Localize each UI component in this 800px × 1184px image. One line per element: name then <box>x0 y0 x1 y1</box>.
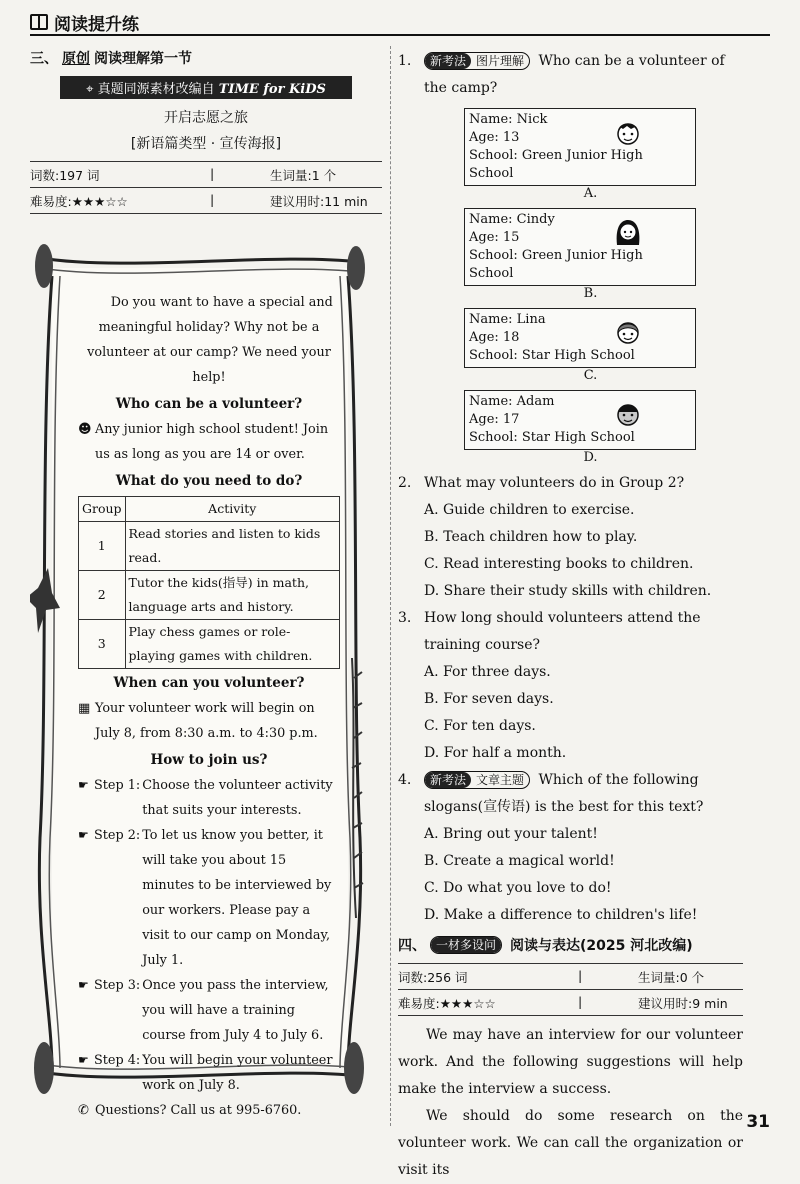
option: B. Create a magical world! <box>424 853 615 869</box>
question-3: 3. How long should volunteers attend the training course? A. For three days. B. For seven days. C. For ten days. D. For half a month. <box>398 605 743 767</box>
boy-face-icon <box>613 399 643 429</box>
option: A. For three days. <box>424 664 551 680</box>
heading-who: Who can be a volunteer? <box>115 396 303 412</box>
step-3: ☛ Step 3: Once you pass the interview, you will have a training course from July 4 to July 6. <box>78 973 340 1048</box>
right-column: 1. 新考法 图片理解 Who can be a volunteer of the camp? Name: Nick Age: 13 School: Green Junior High School A. Name: Cindy Age: 15 School: Green Junior High School B. Name: Lina Age: 18 School: Star High School C. Name: Adam Age: 17 School: Star High School D. 2. What may volunteers do in Group 2? A. Guide children to exercise. B. Teach children how to play. C. Read interesting books to children. D. Share their study skills with children. 3. How long should volunteers attend the training course? A. For three days. B. For seven days. C. For ten days. D. For half a month. 4. 新考法 文章主题 Which of the following slogans(宣传语) is the best for this text? A. Bring out your talent! B. Create a magical world! C. Do what you love to do! D. Make a difference to children's life! 四、 一材多设问 阅读与表达(2025 河北改编) 词数:256 词 | 生词量:0 个 难易度:★★★☆☆ | 建议用时:9 min We may have an interview for our volunteer work. And the following suggestions will help make the interview a success. We should do some research on the volunteer work. We can call the organization or visit its <box>398 48 743 1184</box>
option-card-a: Name: Nick Age: 13 School: Green Junior High School <box>464 108 696 186</box>
step-4: ☛ Step 4: You will begin your volunteer work on July 8. <box>78 1048 340 1098</box>
page-number: 31 <box>746 1112 770 1132</box>
multi-question-tag: 一材多设问 <box>430 936 502 954</box>
poster-scroll <box>30 238 366 1118</box>
left-column <box>30 48 382 1118</box>
contact-line: ✆ Questions? Call us at 995-6760. <box>78 1098 340 1123</box>
new-exam-tag: 新考法 图片理解 <box>424 52 530 70</box>
original-tag: 原创 <box>62 51 90 67</box>
option: D. For half a month. <box>424 745 567 761</box>
option: B. For seven days. <box>424 691 554 707</box>
new-exam-tag: 新考法 文章主题 <box>424 771 530 789</box>
table-row: 1 Read stories and listen to kids read. <box>79 522 340 571</box>
table-row: 3 Play chess games or role-playing games with children. <box>79 620 340 669</box>
who-paragraph: ☻ Any junior high school student! Join us as long as you are 14 or over. <box>78 417 340 467</box>
phone-icon: ✆ <box>78 1103 89 1118</box>
option: C. Do what you love to do! <box>424 880 612 896</box>
question-4: 4. 新考法 文章主题 Which of the following slogans(宣传语) is the best for this text? A. Bring out your talent! B. Create a magical world! C. Do what you love to do! D. Make a difference to children's life! <box>398 767 743 929</box>
calendar-icon: ▦ <box>78 701 91 716</box>
when-paragraph: ▦ Your volunteer work will begin on July 8, from 8:30 a.m. to 4:30 p.m. <box>78 696 340 746</box>
heading-what: What do you need to do? <box>115 473 303 489</box>
question-1: 1. 新考法 图片理解 Who can be a volunteer of the camp? <box>398 53 725 96</box>
step-2: ☛ Step 2: To let us know you better, it will take you about 15 minutes to be interviewed by our workers. Please pay a visit to our camp on Monday, July 1. <box>78 823 340 973</box>
page-header <box>30 10 770 36</box>
pointing-hand-icon: ☛ <box>78 828 89 842</box>
book-icon <box>30 14 48 30</box>
table-header-row: Group Activity <box>79 497 340 522</box>
poster-content <box>78 290 340 1123</box>
meta-row-4: 难易度:★★★☆☆ | 建议用时:9 min <box>398 990 743 1016</box>
option: B. Teach children how to play. <box>424 529 638 545</box>
pointing-hand-icon: ☛ <box>78 1053 89 1067</box>
header-title: 阅读提升练 <box>54 14 139 35</box>
passage-type: [新语篇类型 · 宣传海报] <box>130 136 282 152</box>
option-card-c: Name: Lina Age: 18 School: Star High School <box>464 308 696 368</box>
option-card-b: Name: Cindy Age: 15 School: Green Junior High School <box>464 208 696 286</box>
question-2: 2. What may volunteers do in Group 2? A. Guide children to exercise. B. Teach children how to play. C. Read interesting books to children. D. Share their study skills with children. <box>398 470 743 605</box>
option: C. Read interesting books to children. <box>424 556 694 572</box>
option-card-d: Name: Adam Age: 17 School: Star High School <box>464 390 696 450</box>
meta-row-3: 词数:256 词 | 生词量:0 个 <box>398 963 743 990</box>
section-3-title: 三、 原创 阅读理解第一节 <box>30 48 382 68</box>
column-divider <box>390 46 391 1126</box>
person-icon: ☻ <box>78 422 92 437</box>
table-row: 2 Tutor the kids(指导) in math, language arts and history. <box>79 571 340 620</box>
passage-title: 开启志愿之旅 <box>164 110 248 126</box>
section-4-title: 四、 一材多设问 阅读与表达(2025 河北改编) <box>398 938 693 954</box>
activity-table <box>78 496 340 669</box>
passage-paragraph: We may have an interview for our volunteer work. And the following suggestions will help make the interview a success. <box>398 1027 743 1097</box>
option: A. Bring out your talent! <box>424 826 598 842</box>
option: C. For ten days. <box>424 718 536 734</box>
meta-row-1: 词数:197 词 | 生词量:1 个 <box>30 161 382 188</box>
pointing-hand-icon: ☛ <box>78 778 89 792</box>
step-1: ☛ Step 1: Choose the volunteer activity that suits your interests. <box>78 773 340 823</box>
heading-how: How to join us? <box>150 752 268 768</box>
girl-face-icon <box>613 317 643 347</box>
poster-intro: Do you want to have a special and meaningful holiday? Why not be a volunteer at our camp? We need your help! <box>87 295 333 385</box>
source-bar: ⌖ 真题同源素材改编自 TIME for KiDS <box>60 76 352 99</box>
pointing-hand-icon: ☛ <box>78 978 89 992</box>
girl-face-icon <box>613 217 643 249</box>
option: A. Guide children to exercise. <box>424 502 635 518</box>
boy-face-icon <box>613 117 643 147</box>
option: D. Share their study skills with children. <box>424 583 712 599</box>
meta-row-2: 难易度:★★★☆☆ | 建议用时:11 min <box>30 188 382 214</box>
heading-when: When can you volunteer? <box>113 675 305 691</box>
pin-icon: ⌖ <box>86 82 94 97</box>
passage-paragraph: We should do some research on the volunteer work. We can call the organization or visit its <box>398 1108 743 1178</box>
option: D. Make a difference to children's life! <box>424 907 698 923</box>
